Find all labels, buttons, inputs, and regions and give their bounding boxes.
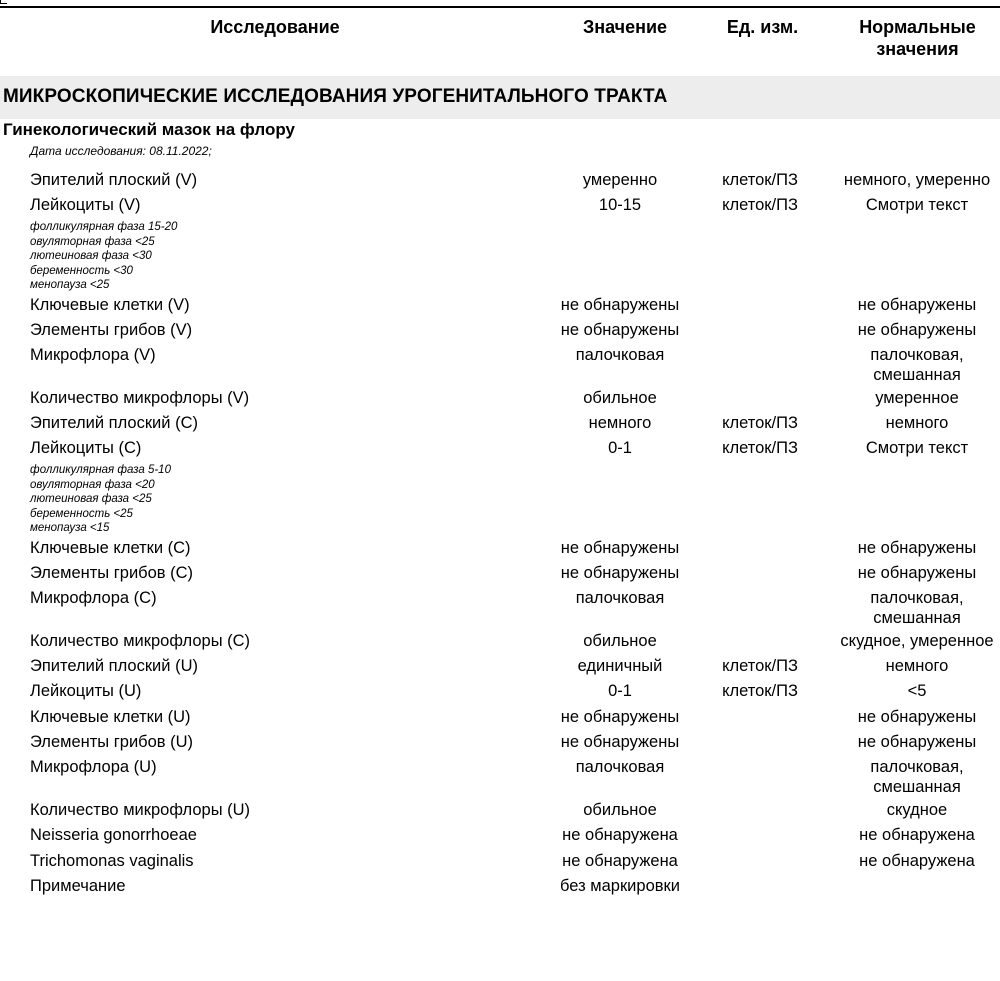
row-name: Количество микрофлоры (V) [30,389,250,407]
header-norm-line2: значения [876,39,959,59]
row-unit: клеток/ПЗ [722,414,798,432]
row-name: Ключевые клетки (U) [30,708,191,726]
row-norm: палочковая, [870,346,964,364]
row-name: Микрофлора (V) [30,346,156,364]
row-value: 10-15 [598,196,642,214]
row-norm-line2: смешанная [873,366,961,384]
row-name: Лейкоциты (C) [30,439,142,457]
row-name: Количество микрофлоры (U) [30,801,251,819]
row-value: умеренно [582,171,658,189]
row-norm: не обнаружены [857,539,977,557]
row-norm: палочковая, [870,589,964,607]
row-value: палочковая [575,589,665,607]
row-norm: не обнаружены [857,564,977,582]
row-value: обильное [583,632,657,650]
row-norm: не обнаружена [859,852,975,870]
header-norm-line1: Нормальные [859,17,976,37]
row-name: Эпителий плоский (C) [30,414,198,432]
row-value: немного [588,414,652,432]
row-value: единичный [577,657,663,675]
note-line: беременность <25 [30,507,133,520]
note-line: овуляторная фаза <25 [30,235,155,248]
notes-cervix [30,463,171,536]
row-name: Эпителий плоский (V) [30,171,198,189]
row-norm: умеренное [875,389,959,407]
note-line: фолликулярная фаза 5-10 [30,464,171,476]
row-name: Микрофлора (U) [30,758,157,776]
row-norm: немного [885,414,949,432]
notes-vagina [30,220,177,293]
row-value: обильное [583,389,657,407]
row-value: не обнаружены [560,733,680,751]
row-norm: <5 [907,682,927,700]
row-value: не обнаружены [560,321,680,339]
row-name: Neisseria gonorrhoeae [30,826,197,844]
row-name: Элементы грибов (C) [30,564,194,582]
row-name: Ключевые клетки (C) [30,539,191,557]
row-name: Элементы грибов (U) [30,733,194,751]
header-study: Исследование [210,17,340,37]
row-norm: не обнаружены [857,296,977,314]
row-norm-line2: смешанная [873,778,961,796]
row-unit: клеток/ПЗ [722,657,798,675]
row-norm: немного, умеренно [843,171,991,189]
row-name: Эпителий плоский (U) [30,657,198,675]
section-title: МИКРОСКОПИЧЕСКИЕ ИССЛЕДОВАНИЯ УРОГЕНИТАЛЬНОГО ТРАКТА [3,86,668,107]
row-value: не обнаружены [560,564,680,582]
row-unit: клеток/ПЗ [722,439,798,457]
row-value: не обнаружена [562,852,678,870]
row-value: 0-1 [608,682,632,700]
row-name: Ключевые клетки (V) [30,296,190,314]
test-subtitle: Гинекологический мазок на флору [3,120,295,139]
row-unit: клеток/ПЗ [722,171,798,189]
row-name: Микрофлора (C) [30,589,157,607]
row-norm: Смотри текст [865,439,969,457]
row-norm: палочковая, [870,758,964,776]
row-value: не обнаружены [560,708,680,726]
row-name: Элементы грибов (V) [30,321,193,339]
row-norm-line2: смешанная [873,609,961,627]
note-line: менопауза <25 [30,279,110,291]
row-name: Примечание [30,877,126,895]
row-norm: скудное [886,801,948,819]
note-line: овуляторная фаза <20 [30,478,155,491]
row-norm: не обнаружена [859,826,975,844]
header-unit: Ед. изм. [726,17,799,37]
note-line: фолликулярная фаза 15-20 [30,221,178,233]
note-line: беременность <30 [30,264,133,277]
row-norm: немного [885,657,949,675]
corner-mark [0,0,7,4]
row-unit: клеток/ПЗ [722,682,798,700]
row-value: не обнаружена [562,826,678,844]
note-line: лютеиновая фаза <30 [30,250,152,262]
row-norm: скудное, умеренное [840,632,994,650]
row-name: Количество микрофлоры (C) [30,632,251,650]
row-norm: Смотри текст [865,196,969,214]
row-value: обильное [583,801,657,819]
header-value: Значение [582,17,668,37]
row-value: палочковая [575,758,665,776]
note-line: лютеиновая фаза <25 [30,493,152,505]
row-value: не обнаружены [560,296,680,314]
row-norm: не обнаружены [857,321,977,339]
row-value: без маркировки [560,877,680,895]
row-name: Trichomonas vaginalis [30,852,194,870]
row-unit: клеток/ПЗ [722,196,798,214]
header-norm [830,16,1000,60]
row-norm: не обнаружены [857,733,977,751]
row-value: 0-1 [608,439,632,457]
row-value: не обнаружены [560,539,680,557]
row-norm: не обнаружены [857,708,977,726]
note-line: менопауза <15 [30,522,110,534]
top-rule [0,6,1000,8]
row-value: палочковая [575,346,665,364]
study-date: Дата исследования: 08.11.2022; [30,144,212,158]
row-name: Лейкоциты (U) [30,682,142,700]
row-name: Лейкоциты (V) [30,196,141,214]
